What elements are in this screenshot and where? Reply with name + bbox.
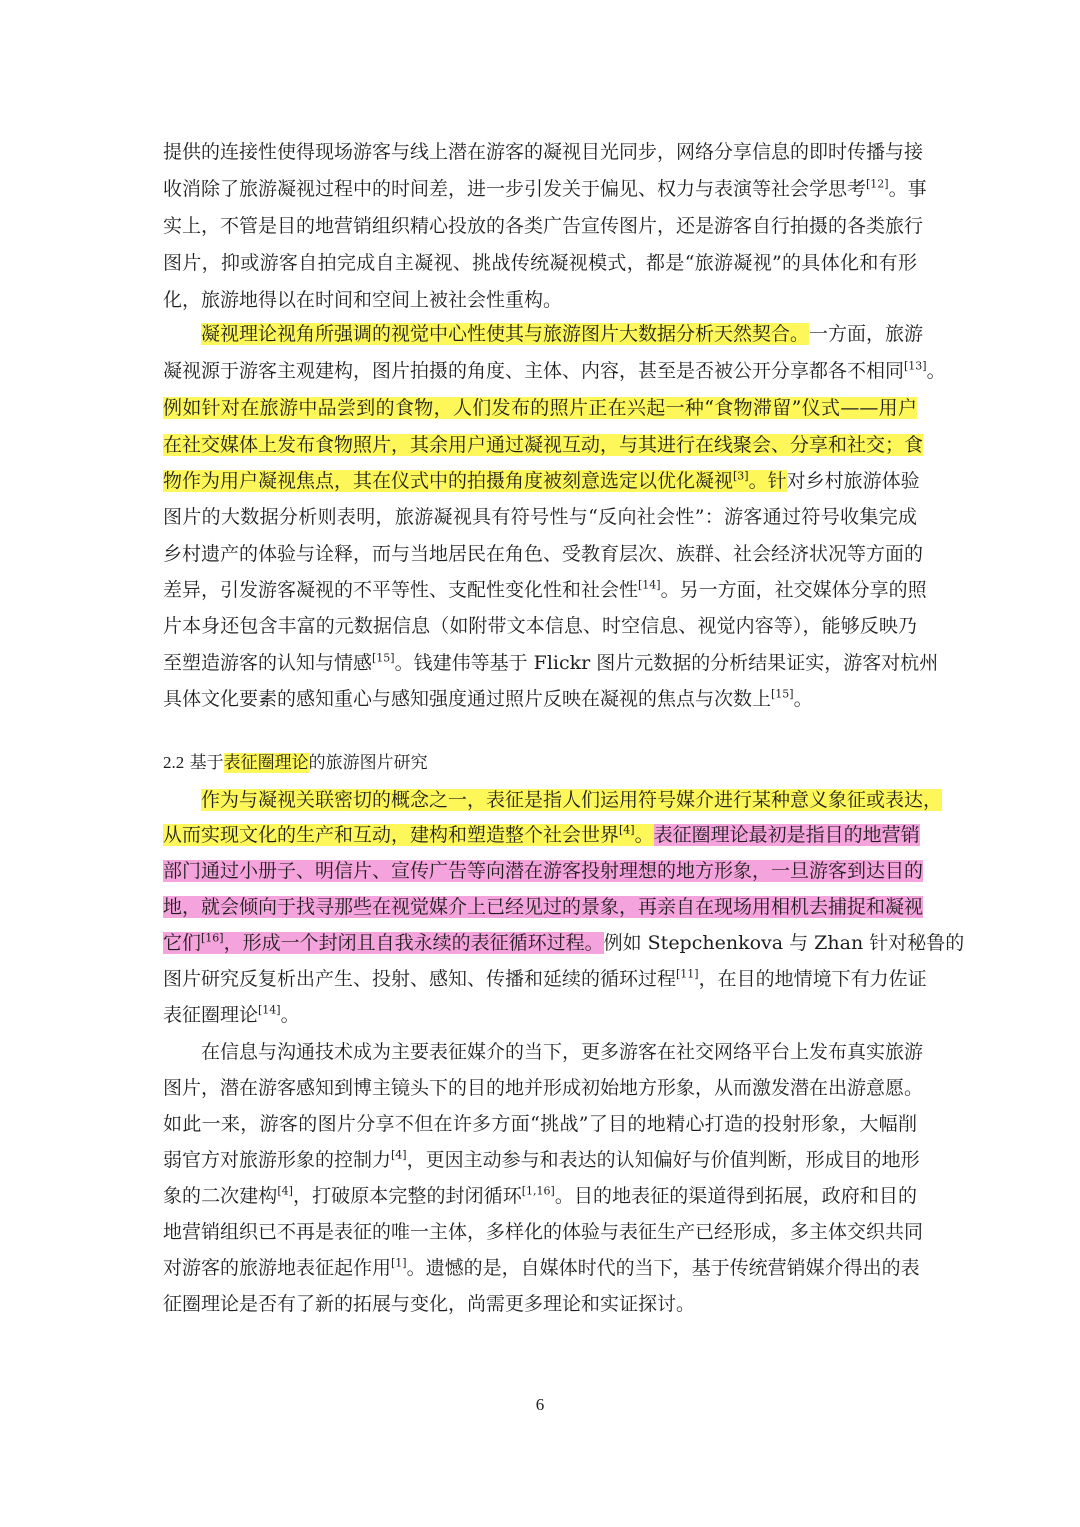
citation: [12] <box>866 177 889 191</box>
text-line <box>163 895 924 920</box>
section-heading <box>163 751 428 775</box>
text-line: 如此一来，游客的图片分享不但在许多方面“挑战”了目的地精心打造的投射形象，大幅削 <box>163 1113 917 1135</box>
highlight-yellow: 在社交媒体上发布食物照片，其余用户通过凝视互动，与其进行在线聚会、分享和社交；食 <box>163 434 924 456</box>
highlight-yellow: 从而实现文化的生产和互动，建构和塑造整个社会世界[4]。 <box>163 823 654 846</box>
text-line <box>163 433 924 458</box>
text-line: 表征圈理论[14]。 <box>163 1003 300 1026</box>
text-line: 化，旅游地得以在时间和空间上被社会性重构。 <box>163 289 563 311</box>
highlight-pink: 部门通过小册子、明信片、宣传广告等向潜在游客投射理想的地方形象，一旦游客到达目的 <box>163 860 924 882</box>
text-line: 凝视源于游客主观建构，图片拍摄的角度、主体、内容，甚至是否被公开分享都各不相同[13]。 <box>163 359 946 382</box>
text-line: 图片的大数据分析则表明，旅游凝视具有符号性与“反向社会性”：游客通过符号收集完成 <box>163 506 917 528</box>
text-line: 实上，不管是目的地营销组织精心投放的各类广告宣传图片，还是游客自行拍摄的各类旅行 <box>163 215 924 237</box>
citation: [1] <box>391 1256 407 1270</box>
citation: [4] <box>277 1184 293 1198</box>
section-title-pre: 基于 <box>189 753 224 773</box>
section-number: 2.2 <box>163 753 185 772</box>
highlight-yellow: 物作为用户凝视焦点，其在仪式中的拍摄角度被刻意选定以优化凝视[3]。针 <box>163 469 787 492</box>
text-line: 片本身还包含丰富的元数据信息（如附带文本信息、时空信息、视觉内容等），能够反映乃 <box>163 615 917 637</box>
citation: [4] <box>619 823 635 837</box>
text-line: 凝视理论视角所强调的视觉中心性使其与旅游图片大数据分析天然契合。一方面，旅游 <box>201 323 924 345</box>
text-line <box>201 788 943 813</box>
text-line <box>163 396 917 421</box>
citation: [15] <box>771 687 794 701</box>
text-line: 物作为用户凝视焦点，其在仪式中的拍摄角度被刻意选定以优化凝视[3]。针对乡村旅游体验 <box>163 469 920 492</box>
highlight-yellow: 作为与凝视关联密切的概念之一，表征是指人们运用符号媒介进行某种意义象征或表达， <box>201 789 943 811</box>
text-line <box>163 859 924 884</box>
text-line: 图片，潜在游客感知到博主镜头下的目的地并形成初始地方形象，从而激发潜在出游意愿。 <box>163 1077 924 1099</box>
text-line: 具体文化要素的感知重心与感知强度通过照片反映在凝视的焦点与次数上[15]。 <box>163 687 813 710</box>
citation: [13] <box>904 359 927 373</box>
citation: [14] <box>258 1003 281 1017</box>
highlight-yellow: 例如针对在旅游中品尝到的食物，人们发布的照片正在兴起一种“食物滞留”仪式——用户 <box>163 397 917 419</box>
text-line: 图片，抑或游客自拍完成自主凝视、挑战传统凝视模式，都是“旅游凝视”的具体化和有形 <box>163 252 917 274</box>
text-line: 象的二次建构[4]，打破原本完整的封闭循环[1,16]。目的地表征的渠道得到拓展，政府和目的 <box>163 1184 917 1207</box>
text-line: 乡村遗产的体验与诠释，而与当地居民在角色、受教育层次、族群、社会经济状况等方面的 <box>163 543 924 565</box>
highlight-yellow: 凝视理论视角所强调的视觉中心性使其与旅游图片大数据分析天然契合。 <box>201 323 810 345</box>
text-line: 差异，引发游客凝视的不平等性、支配性变化性和社会性[14]。另一方面，社交媒体分享的照 <box>163 578 927 601</box>
citation: [11] <box>676 967 699 981</box>
citation: [15] <box>372 651 395 665</box>
text-line: 提供的连接性使得现场游客与线上潜在游客的凝视目光同步，网络分享信息的即时传播与接 <box>163 141 924 163</box>
highlight-yellow: 表征圈理论 <box>223 753 309 773</box>
text-line: 图片研究反复析出产生、投射、感知、传播和延续的循环过程[11]，在目的地情境下有力佐证 <box>163 967 927 990</box>
text-line: 它们[16]，形成一个封闭且自我永续的表征循环过程。例如 Stepchenkova 与 Zhan 针对秘鲁的 <box>163 931 965 954</box>
text-line: 至塑造游客的认知与情感[15]。钱建伟等基于 Flickr 图片元数据的分析结果证实，游客对杭州 <box>163 651 939 674</box>
highlight-pink: 表征圈理论最初是指目的地营销 <box>653 824 920 846</box>
text-line: 弱官方对旅游形象的控制力[4]，更因主动参与和表达的认知偏好与价值判断，形成目的地形 <box>163 1148 920 1171</box>
page-number: 6 <box>535 1395 545 1414</box>
section-title-post: 的旅游图片研究 <box>308 753 428 773</box>
highlight-pink: 它们[16]，形成一个封闭且自我永续的表征循环过程。 <box>163 931 604 954</box>
citation: [16] <box>201 931 224 945</box>
text-line: 对游客的旅游地表征起作用[1]。遗憾的是，自媒体时代的当下，基于传统营销媒介得出的表 <box>163 1256 920 1279</box>
text-line: 地营销组织已不再是表征的唯一主体，多样化的体验与表征生产已经形成，多主体交织共同 <box>163 1221 924 1243</box>
highlight-pink: 地，就会倾向于找寻那些在视觉媒介上已经见过的景象，再亲自在现场用相机去捕捉和凝视 <box>163 896 924 918</box>
text-line: 征圈理论是否有了新的拓展与变化，尚需更多理论和实证探讨。 <box>163 1293 696 1315</box>
text-line: 在信息与沟通技术成为主要表征媒介的当下，更多游客在社交网络平台上发布真实旅游 <box>201 1041 924 1063</box>
text-line: 收消除了旅游凝视过程中的时间差，进一步引发关于偏见、权力与表演等社会学思考[12]。事 <box>163 177 927 200</box>
text-line <box>163 823 920 848</box>
citation: [1,16] <box>521 1184 555 1198</box>
citation: [4] <box>391 1148 407 1162</box>
citation: [14] <box>638 578 661 592</box>
citation: [3] <box>733 469 749 483</box>
